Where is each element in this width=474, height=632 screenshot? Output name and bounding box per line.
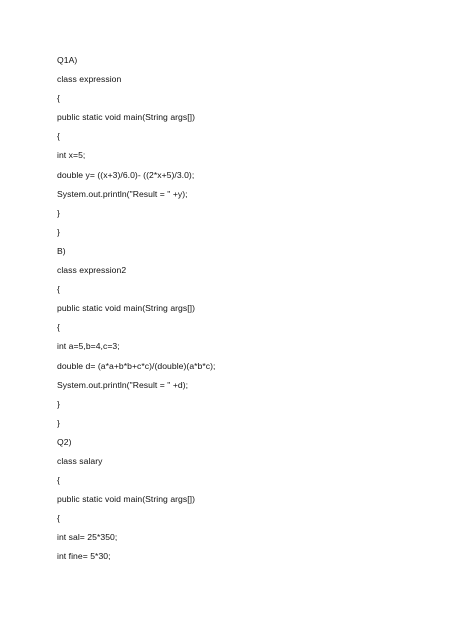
line-q2-heading: Q2) (57, 436, 72, 447)
line-close-brace: } (57, 207, 60, 218)
line-println-d: System.out.println("Result = " +d); (57, 379, 189, 390)
line-class-salary: class salary (57, 455, 103, 466)
line-open-brace: { (57, 93, 60, 104)
line-int-x: int x=5; (57, 150, 86, 161)
line-close-brace: } (57, 398, 60, 409)
code-lines (57, 53, 215, 569)
line-q1a-heading: Q1A) (57, 55, 78, 65)
line-double-d: double d= (a*a+b*b+c*c)/(double)(a*b*c); (57, 360, 216, 371)
line-println-y: System.out.println("Result = " +y); (57, 188, 188, 199)
line-open-brace: { (57, 513, 60, 524)
line-int-sal: int sal= 25*350; (57, 532, 118, 543)
line-close-brace: } (57, 226, 60, 237)
line-open-brace: { (57, 131, 60, 142)
line-class-expression2: class expression2 (57, 265, 127, 276)
line-main-signature: public static void main(String args[]) (57, 303, 196, 314)
line-int-fine: int fine= 5*30; (57, 551, 111, 562)
line-close-brace: } (57, 417, 60, 428)
line-open-brace: { (57, 475, 60, 486)
line-int-abc: int a=5,b=4,c=3; (57, 341, 120, 352)
line-double-y: double y= ((x+3)/6.0)- ((2*x+5)/3.0); (57, 169, 195, 180)
line-open-brace: { (57, 322, 60, 333)
line-open-brace: { (57, 284, 60, 295)
line-class-expression: class expression (57, 74, 122, 85)
line-main-signature: public static void main(String args[]) (57, 112, 196, 123)
line-main-signature: public static void main(String args[]) (57, 494, 196, 505)
line-b-heading: B) (57, 245, 66, 256)
